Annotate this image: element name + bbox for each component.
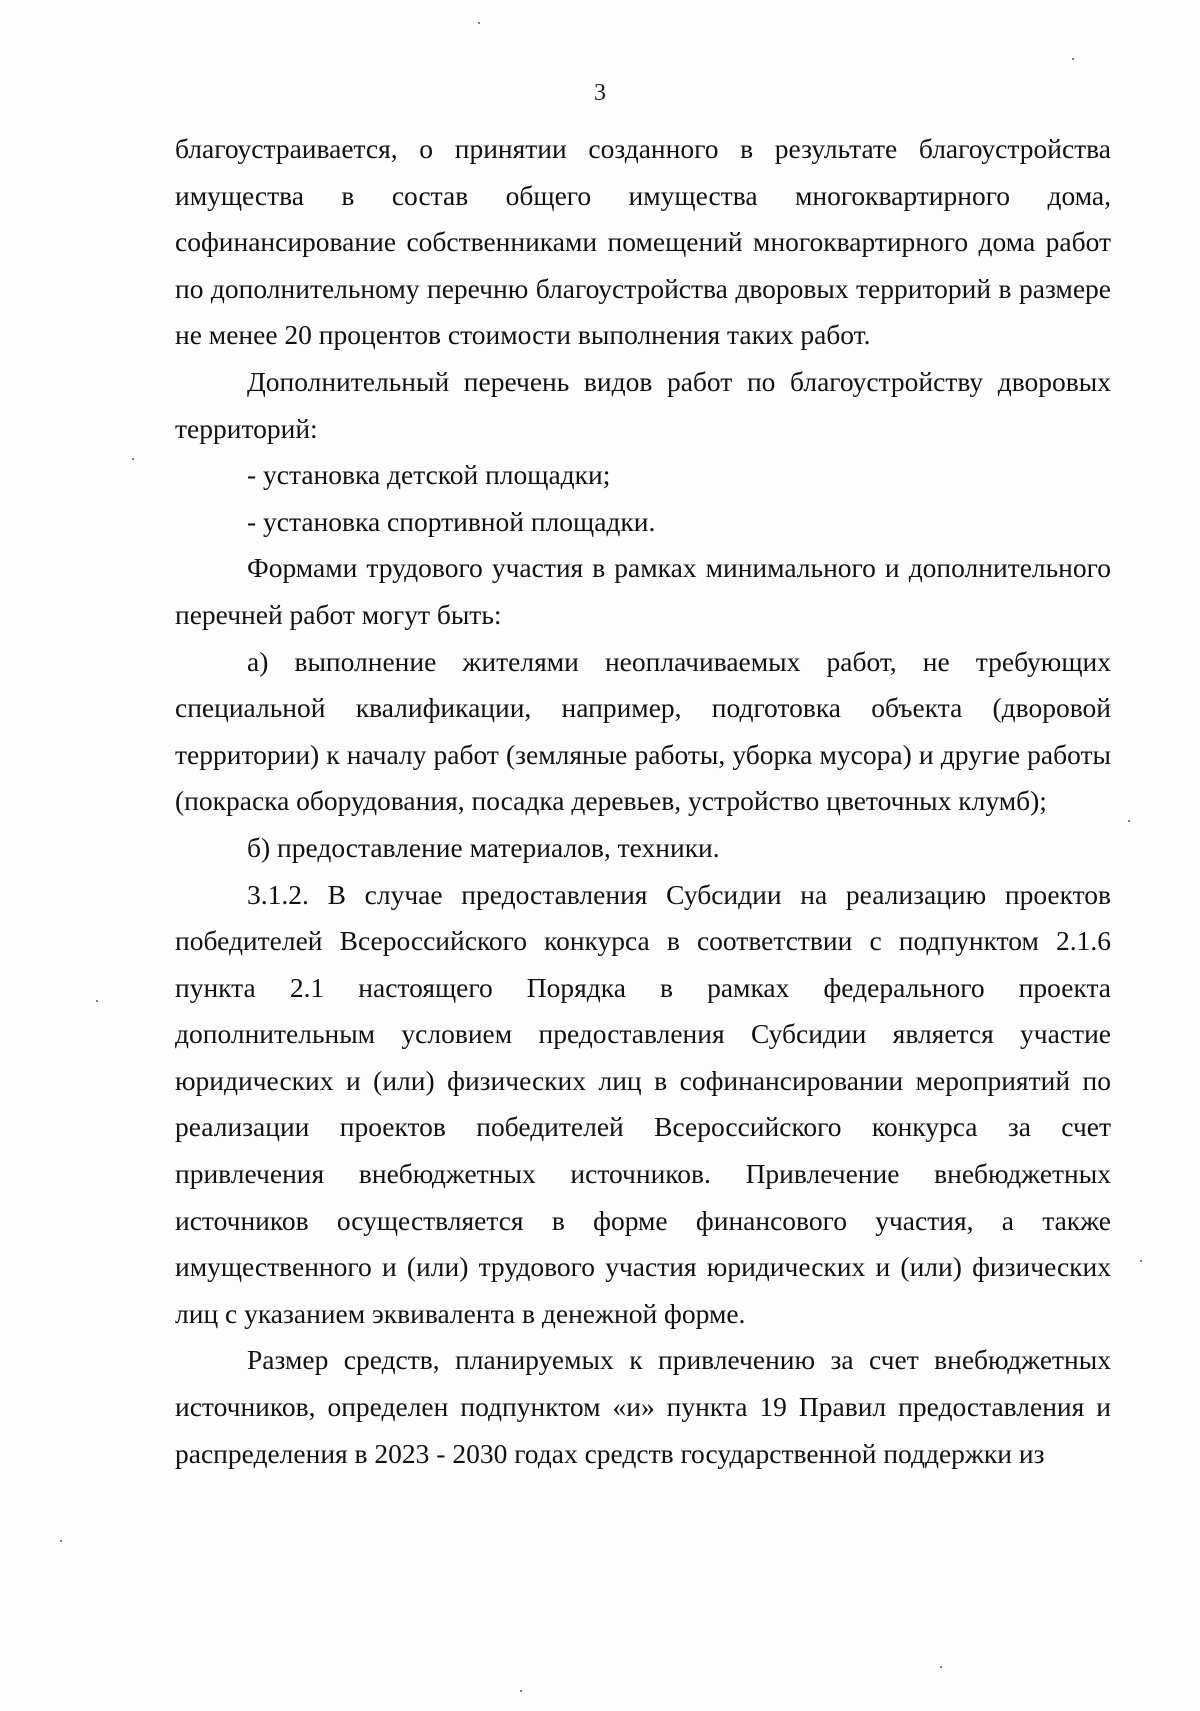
paragraph-last: Размер средств, планируемых к привлечению за счет внебюджетных источников, определен подпунктом «и» пункта 19 Правил предоставления и распределения в 2023 - 2030 годах средств государственной поддержки из <box>175 1344 1111 1469</box>
scan-speck <box>96 1000 98 1002</box>
paragraph-1: благоустраивается, о принятии созданного в результате благоустройства имущества в состав общего имущества многоквартирного дома, софинансирование собственниками помещений многоквартирного дома работ по дополнительному перечню благоустройства дворовых территорий в размере не менее 20 процентов стоимости выполнения таких работ. <box>175 133 1111 351</box>
paragraph-3-1-2: 3.1.2. В случае предоставления Субсидии на реализацию проектов победителей Всероссийского конкурса в соответствии с подпунктом 2.1.6 пункта 2.1 настоящего Порядка в рамках федерального проекта дополнительным условием предоставления Субсидии является участие юридических и (или) физических лиц в софинансировании мероприятий по реализации проектов победителей Всероссийского конкурса за счет привлечения внебюджетных источников. Привлечение внебюджетных источников осуществляется в форме финансового участия, а также имущественного и (или) трудового участия юридических и (или) физических лиц с указанием эквивалента в денежной форме. <box>175 878 1111 1329</box>
scan-speck <box>940 1666 942 1668</box>
list-item-2: - установка спортивной площадки. <box>247 505 656 537</box>
paragraph-2: Дополнительный перечень видов работ по благоустройству дворовых территорий: <box>175 365 1111 444</box>
scan-speck <box>1140 1260 1142 1262</box>
document-body <box>175 126 1111 1477</box>
list-item-1: - установка детской площадки; <box>247 459 611 491</box>
paragraph-3: Формами трудового участия в рамках минимального и дополнительного перечней работ могут быть: <box>175 552 1111 630</box>
list-item-a: а) выполнение жителями неоплачиваемых работ, не требующих специальной квалификации, например, подготовка объекта (дворовой территории) к началу работ (земляные работы, уборка мусора) и другие работы (покраска оборудования, посадка деревьев, устройство цветочных клумб); <box>175 645 1111 817</box>
list-item-b: б) предоставление материалов, техники. <box>247 831 720 863</box>
scan-speck <box>60 1540 62 1542</box>
page-number: 3 <box>594 80 606 106</box>
scan-speck <box>1072 58 1074 60</box>
scan-speck <box>132 458 134 460</box>
scan-speck <box>478 22 480 24</box>
scan-speck <box>1128 820 1130 822</box>
scan-speck <box>520 1690 522 1692</box>
